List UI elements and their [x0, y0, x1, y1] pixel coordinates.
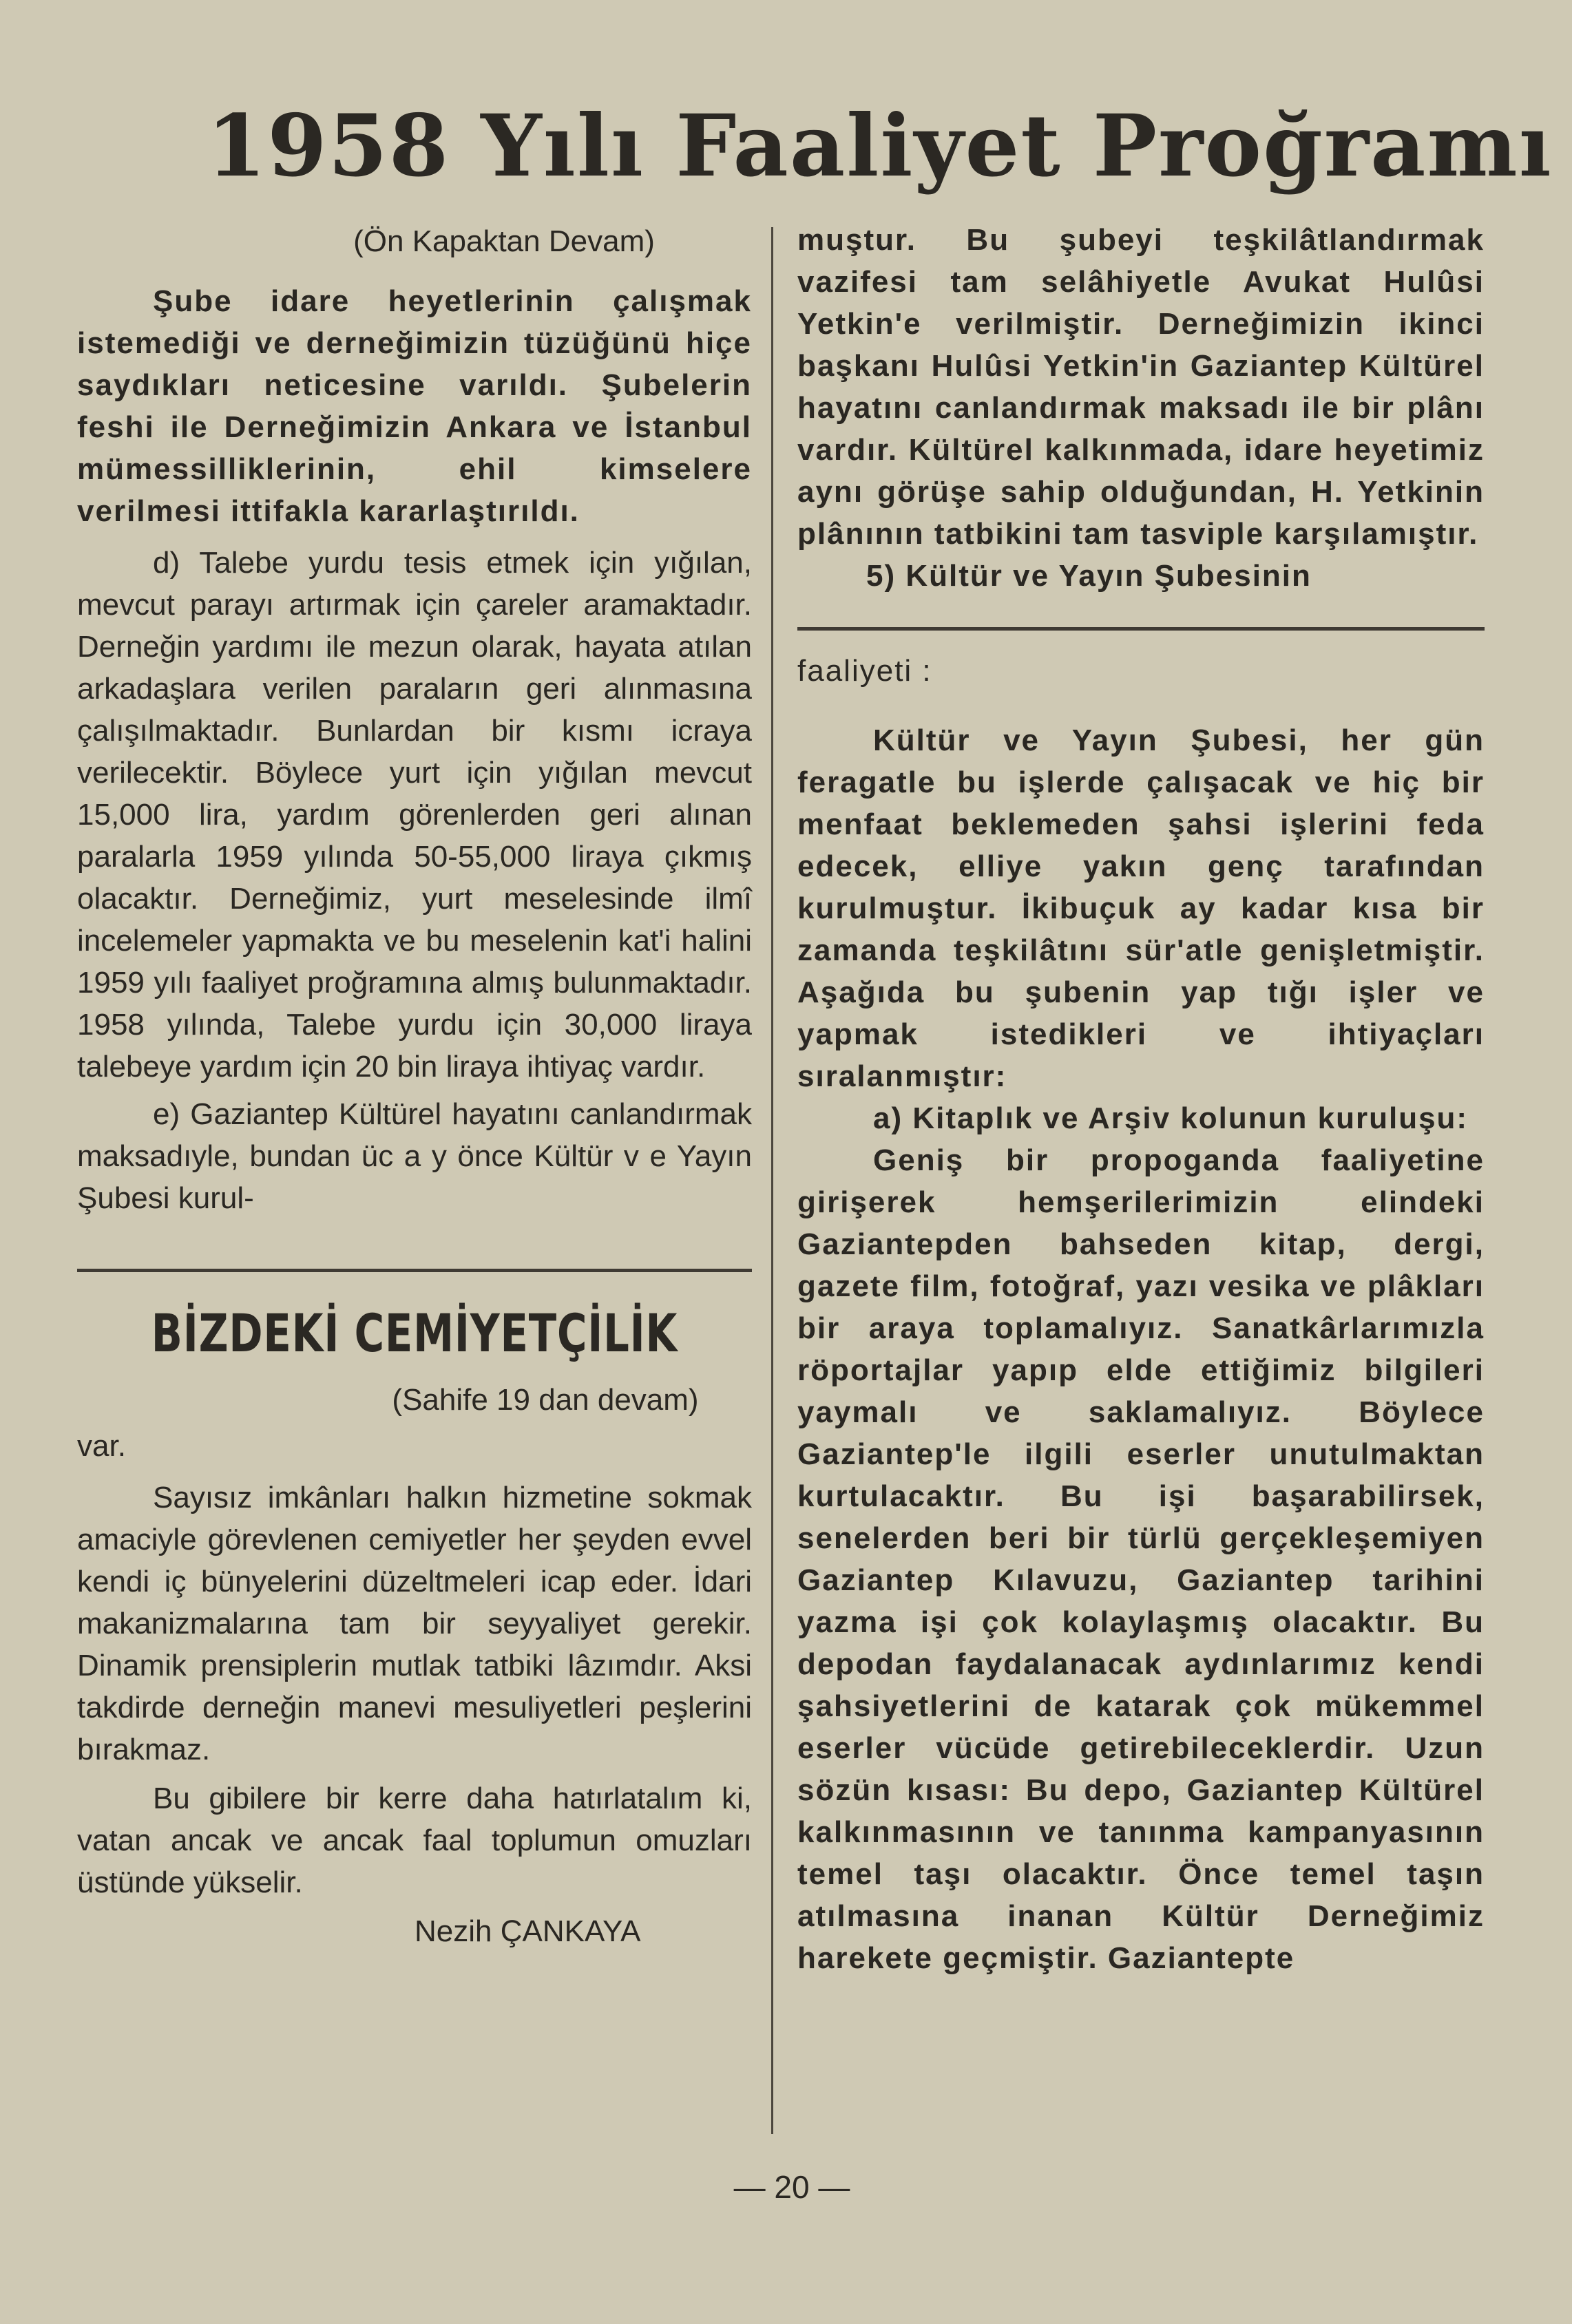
section-var: var.: [77, 1429, 126, 1463]
author-signature: Nezih ÇANKAYA: [415, 1914, 641, 1948]
left-column: [77, 220, 752, 1952]
right-column: [797, 219, 1485, 1979]
right-section-divider: [797, 627, 1485, 631]
section-divider: [77, 1269, 752, 1272]
right-paragraph-3: a) Kitaplık ve Arşiv kolunun kuruluşu:: [873, 1101, 1469, 1135]
left-paragraph-1: Şube idare heyetlerinin çalışmak istemediği ve derneğimizin tüzüğünü hiçe saydıkları neticesine varıldı. Şubelerin feshi ile Derneğimizin Ankara ve İstanbul mümessilliklerinin, ehil kimselere verilmesi ittifakla kararlaştırıldı.: [77, 284, 752, 528]
section-heading: BİZDEKİ CEMİYETÇİLİK: [151, 1302, 678, 1364]
section-paragraph-1: Sayısız imkânları halkın hizmetine sokmak amaciyle görevlenen cemiyetler her şeyden evvel kendi iç bünyelerini düzeltmeleri icap eder. İdari makanizmalarına tam bir seyyaliyet gerekir. Dinamik prensiplerin mutlak tatbiki lâzımdır. Aksi takdirde derneğin manevi mesuliyetleri peşlerini bırakmaz.: [77, 1481, 752, 1766]
page-number: — 20 —: [733, 2169, 850, 2205]
activity-label: faaliyeti :: [797, 654, 932, 688]
left-paragraph-2: d) Talebe yurdu tesis etmek için yığılan, mevcut parayı artırmak için çareler aramaktadır. Derneğin yardımı ile mezun olarak, hayata atılan arkadaşlara verilen paraların geri alınmasına çalışılmaktadır. Bunlardan bir kısmı icraya verilecektir. Böylece yurt için yığılan mevcut 15,000 lira, yardım görenlerden geri alınan paralarla 1959 yılında 50-55,000 liraya çıkmış olacaktır. Derneğimiz, yurt meselesinde ilmî incelemeler yapmakta ve bu meselenin kat'i halini 1959 yılı faaliyet proğramına almış bulunmaktadır. 1958 yılında, Talebe yurdu için 30,000 liraya talebeye yardım için 20 bin liraya ihtiyaç vardır.: [77, 546, 752, 1084]
right-paragraph-4: Geniş bir propoganda faaliyetine girişerek hemşerilerimizin elindeki Gaziantepden bahseden kitap, dergi, gazete film, fotoğraf, yazı vesika ve plâkları bir araya toplamalıyız. Sanatkârlarımızla röportajlar yapıp elde ettiğimiz bilgileri yaymalı ve saklamalıyız. Böylece Gaziantep'le ilgili eserler unutulmaktan kurtulacaktır. Bu işi başarabilirsek, senelerden beri bir türlü gerçekleşemiyen Gaziantep Kılavuzu, Gaziantep tarihini yazma işi çok kolaylaşmış olacaktır. Bu depodan faydalanacak aydınlarımız kendi şahsiyetlerini de katarak çok mükemmel eserler vücüde getirebileceklerdir. Uzun sözün kısası: Bu depo, Gaziantep Kültürel kalkınmasının ve tanınma kampanyasının temel taşı olacaktır. Önce temel taşın atılmasına inanan Kültür Derneğimiz harekete geçmiştir. Gaziantepte: [797, 1143, 1485, 1975]
continued-note: (Ön Kapaktan Devam): [353, 224, 655, 258]
left-paragraph-3: e) Gaziantep Kültürel hayatını canlandırmak maksadıyle, bundan üc a y önce Kültür v e Yayın Şubesi kurul-: [77, 1097, 752, 1215]
page-title: 1958 Yılı Faaliyet Proğramı: [207, 96, 1553, 196]
section-continued-note: (Sahife 19 dan devam): [392, 1383, 699, 1417]
right-paragraph-2: Kültür ve Yayın Şubesi, her gün feragatle bu işlerde çalışacak ve hiç bir menfaat beklemeden şahsi işlerini feda edecek, elliye yakın genç tarafından kurulmuştur. İkibuçuk ay kadar kısa bir zamanda teşkilâtını sür'atle genişletmiştir. Aşağıda bu şubenin yap tığı işler ve yapmak istedikleri ve ihtiyaçları sıralanmıştır:: [797, 723, 1485, 1093]
column-divider: [771, 227, 773, 2134]
section-subheading: 5) Kültür ve Yayın Şubesinin: [866, 559, 1312, 593]
section-paragraph-2: Bu gibilere bir kerre daha hatırlatalım ki, vatan ancak ve ancak faal toplumun omuzları üstünde yükselir.: [77, 1782, 752, 1899]
right-paragraph-1: muştur. Bu şubeyi teşkilâtlandırmak vazifesi tam selâhiyetle Avukat Hulûsi Yetkin'e verilmiştir. Derneğimizin ikinci başkanı Hulûsi Yetkin'in Gaziantep Kültürel hayatını canlandırmak maksadı ile bir plânı vardır. Kültürel kalkınmada, idare heyetimiz aynı görüşe sahip olduğundan, H. Yetkinin plânının tatbikini tam tasviple karşılamıştır.: [797, 223, 1485, 551]
